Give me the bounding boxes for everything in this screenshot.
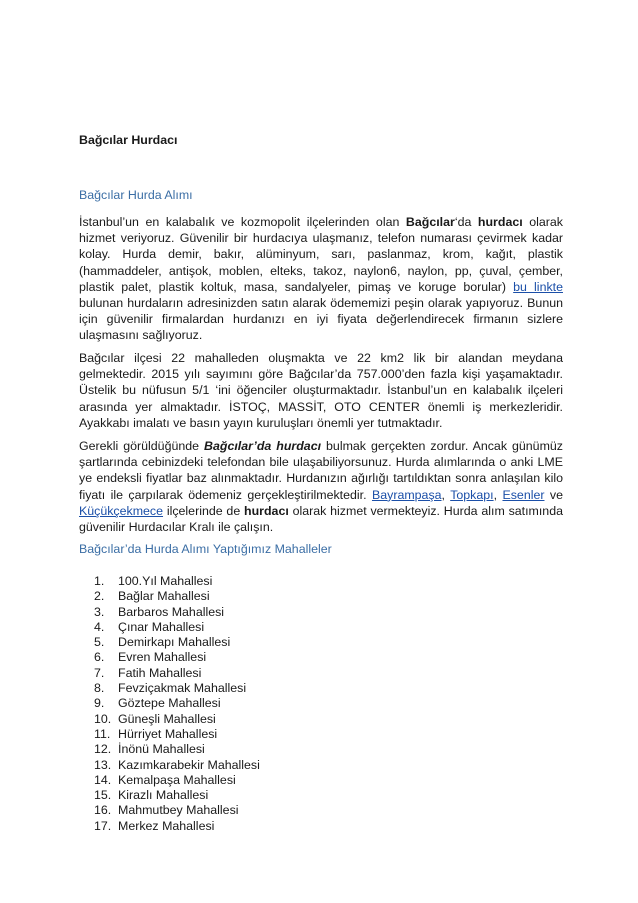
list-item <box>94 696 260 711</box>
list-number: 17. <box>94 818 112 833</box>
text-run: bulunan hurdaların adresinizden satın alarak ödememizi peşin olarak yapıyoruz. Bunun için güvenilir firmalardan hurdanızı en iyi fiyata değerlendirecek firmanın sizlere ulaşmasını sağlıyoruz. <box>79 296 563 343</box>
bold-italic-text: Bağcılar’da hurdacı <box>204 439 322 453</box>
list-item-label: 100.Yıl Mahallesi <box>118 574 213 588</box>
list-number: 9. <box>94 696 105 711</box>
list-item <box>94 589 260 604</box>
text-run: olarak hizmet veriyoruz. Güvenilir bir hurdacıya ulaşmanız, telefon numarası çevirmek kadar kolay. Hurda demir, bakır, alüminyum, sarı, paslanmaz, krom, kağıt, plastik (hammaddeler, antişok, moblen, elteks, takoz, naylon6, naylon, pp, çuval, çember, plastik palet, plastik koltuk, masa, sandalyeler, pimaş ve koruge borular) <box>79 215 563 294</box>
list-item <box>94 681 260 696</box>
list-item <box>94 574 260 589</box>
list-item-label: Fevziçakmak Mahallesi <box>118 681 247 696</box>
list-number: 13. <box>94 757 112 772</box>
list-item-label: Fatih Mahallesi <box>118 665 202 680</box>
list-item-label: Barbaros Mahallesi <box>118 604 225 619</box>
list-number: 8. <box>94 681 105 696</box>
text-run: bulmak gerçekten zordur. Ancak günümüz şartlarında cebinizdeki telefondan bile ulaşabiliyorsunuz. Hurda alımlarında o anki LME ye endeksli fiyatlar baz alınmaktadır. Hurdanızın ağırlığı tartıldıktan sonra anlaşılan kilo fiyatı ile çarpılarak ödemeniz gerçekleştirilmektedir. <box>79 439 563 502</box>
list-item <box>94 635 260 650</box>
list-item <box>94 742 260 757</box>
list-number: 1. <box>94 574 105 588</box>
list-item-label: Mahmutbey Mahallesi <box>118 803 239 818</box>
text-run: ilçelerinde de <box>163 503 245 518</box>
intro-paragraph <box>79 214 563 344</box>
list-item-label: Kemalpaşa Mahallesi <box>118 772 236 787</box>
list-item <box>94 620 260 635</box>
list-item-label: Göztepe Mahallesi <box>118 696 221 711</box>
section-heading-mahalleler: Bağcılar’da Hurda Alımı Yaptığımız Mahalleler <box>79 542 332 556</box>
list-number: 10. <box>94 711 112 726</box>
list-number: 12. <box>94 742 112 757</box>
bold-text: Bağcılar <box>405 215 455 229</box>
list-item <box>94 758 260 773</box>
list-item-label: Hürriyet Mahallesi <box>118 726 218 741</box>
list-item-label: Kirazlı Mahallesi <box>118 788 209 803</box>
list-item <box>94 712 260 727</box>
district-info-paragraph: Bağcılar ilçesi 22 mahalleden oluşmakta ve 22 km2 lik bir alandan meydana gelmektedir. 2015 yılı sayımını göre Bağcılar’da 757.000’den fazla kişi yaşamaktadır. Üstelik bu nüfusun 5/1 ‘ini öğenciler oluşturmaktadır. İstanbul’un en kalabalık ilçeleri arasında yer almaktadır. İSTOÇ, MASSİT, OTO CENTER önemli iş merkezleridir. Ayakkabı imalatı ve basın yayın kuruluşları önemli yer tutmaktadır. <box>79 351 563 430</box>
list-item <box>94 788 260 803</box>
list-item <box>94 650 260 665</box>
neighborhood-list <box>94 574 260 834</box>
list-number: 11. <box>94 726 111 741</box>
service-paragraph <box>79 438 563 535</box>
list-number: 15. <box>94 788 112 803</box>
text-run: ‘da <box>454 215 478 229</box>
list-number: 6. <box>94 650 105 665</box>
list-item-label: Demirkapı Mahallesi <box>118 635 231 650</box>
list-number: 3. <box>94 604 105 619</box>
list-item <box>94 605 260 620</box>
list-number: 14. <box>94 772 112 787</box>
document-title: Bağcılar Hurdacı <box>79 133 178 147</box>
bold-text: hurdacı <box>244 503 289 518</box>
list-number: 5. <box>94 635 105 650</box>
bu-linkte-link[interactable]: bu linkte <box>513 279 563 294</box>
list-item <box>94 666 260 681</box>
text-run: olarak hizmet vermekteyiz. Hurda alım satımında güvenilir Hurdacılar Kralı ile çalışın. <box>79 503 563 535</box>
list-number: 7. <box>94 665 105 680</box>
text-run: , <box>441 487 451 502</box>
esenler-link[interactable]: Esenler <box>502 487 545 502</box>
list-item-label: Kazımkarabekir Mahallesi <box>118 757 260 772</box>
list-item-label: Güneşli Mahallesi <box>118 711 216 726</box>
list-item-label: Merkez Mahallesi <box>118 818 215 833</box>
list-item-label: Evren Mahallesi <box>118 650 207 665</box>
text-run: Gerekli görüldüğünde <box>79 439 205 453</box>
kucukcekmece-link[interactable]: Küçükçekmece <box>79 503 164 518</box>
text-run: , <box>493 487 503 502</box>
list-number: 16. <box>94 803 112 818</box>
list-item-label: Bağlar Mahallesi <box>118 589 210 604</box>
list-item <box>94 773 260 788</box>
list-item <box>94 819 260 834</box>
bayrampasa-link[interactable]: Bayrampaşa <box>371 487 442 502</box>
list-number: 2. <box>94 589 105 604</box>
list-item <box>94 727 260 742</box>
text-run: ve <box>544 487 563 502</box>
list-item-label: Çınar Mahallesi <box>118 619 205 634</box>
bold-text: hurdacı <box>477 215 523 229</box>
section-heading-hurda-alimi: Bağcılar Hurda Alımı <box>79 188 193 202</box>
list-item-label: İnönü Mahallesi <box>118 742 205 757</box>
text-run: İstanbul’un en kalabalık ve kozmopolit ilçelerinden olan <box>79 215 406 229</box>
list-item <box>94 803 260 818</box>
topkapi-link[interactable]: Topkapı <box>450 487 494 502</box>
list-number: 4. <box>94 619 105 634</box>
